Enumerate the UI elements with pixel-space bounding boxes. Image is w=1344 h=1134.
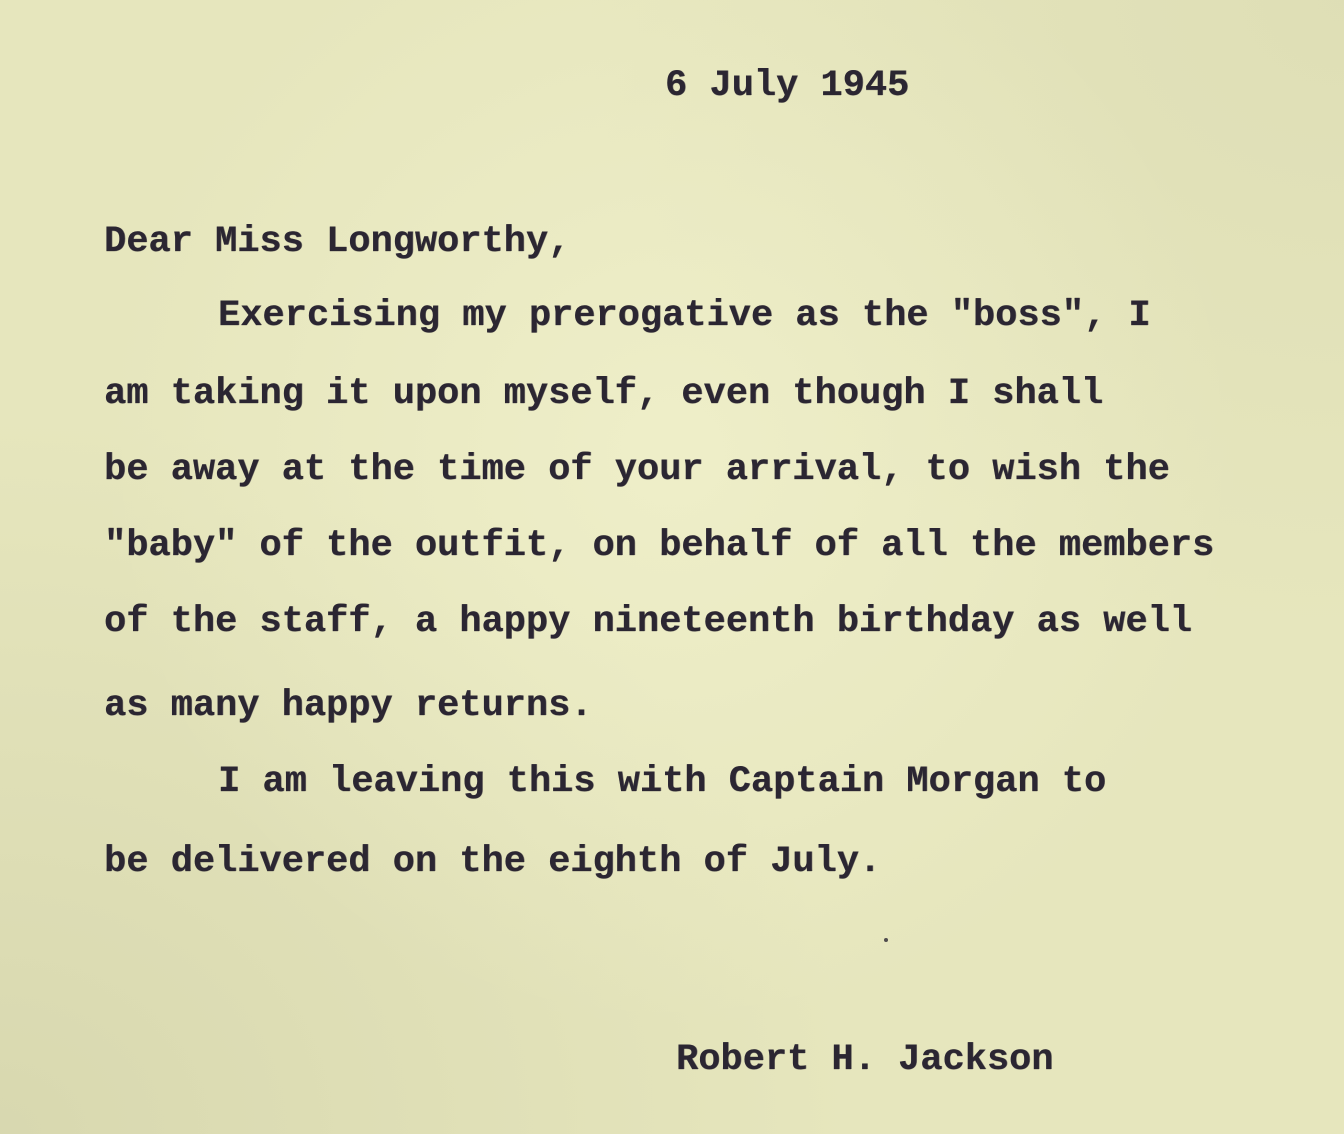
letter-body-line: be away at the time of your arrival, to wish the xyxy=(104,449,1170,491)
letter-body-line: I am leaving this with Captain Morgan to xyxy=(218,761,1107,803)
letter-body-line: Exercising my prerogative as the "boss", I xyxy=(218,295,1151,337)
letter-body-line: am taking it upon myself, even though I shall xyxy=(104,373,1104,415)
letter-signature: Robert H. Jackson xyxy=(676,1039,1054,1081)
letter-body-line: as many happy returns. xyxy=(104,685,593,727)
letter-salutation: Dear Miss Longworthy, xyxy=(104,221,571,263)
letter-body-line: be delivered on the eighth of July. xyxy=(104,841,882,883)
letter-date: 6 July 1945 xyxy=(665,65,910,107)
ink-speck xyxy=(884,938,888,942)
letter-body-line: "baby" of the outfit, on behalf of all the members xyxy=(104,525,1215,567)
letter-body-line: of the staff, a happy nineteenth birthday as well xyxy=(104,601,1192,643)
